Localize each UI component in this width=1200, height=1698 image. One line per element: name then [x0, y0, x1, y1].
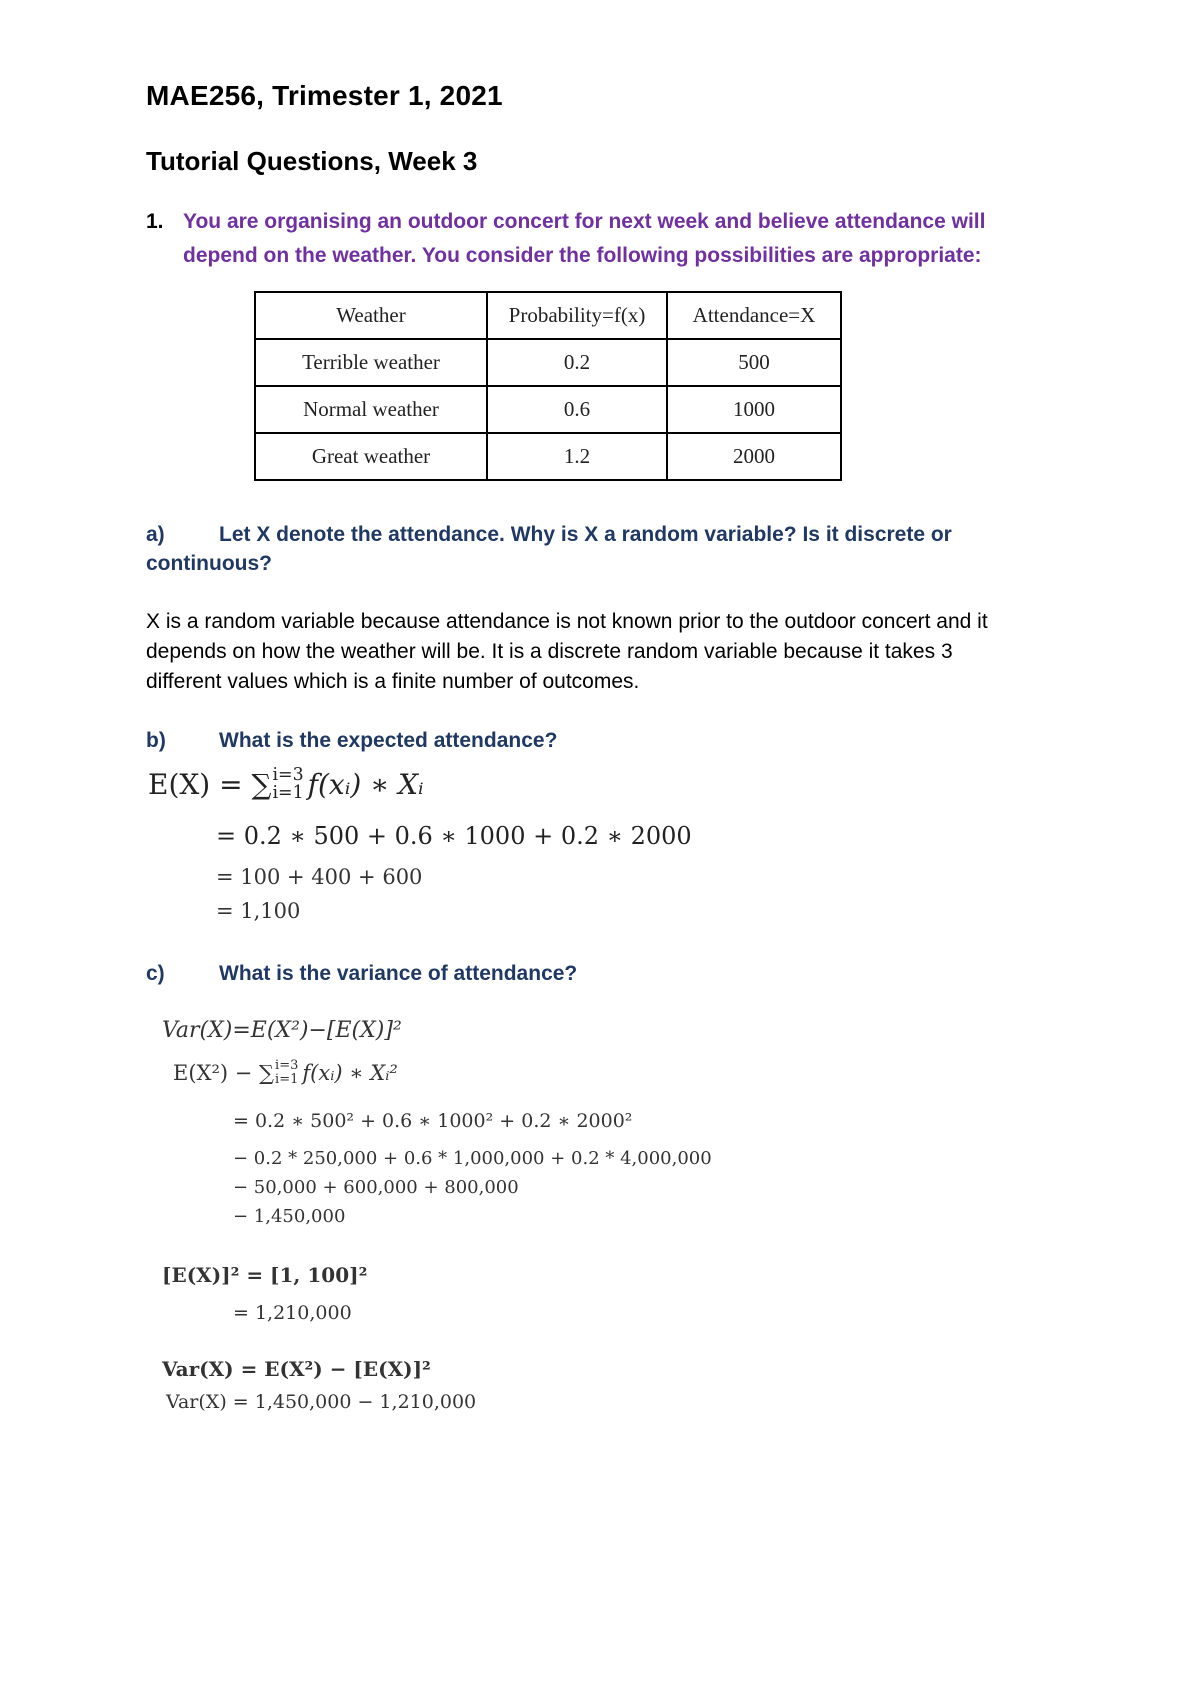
sum-upper-limit: i=3 — [275, 1058, 299, 1074]
expected-value-line4: = 1,100 — [216, 899, 301, 923]
table-header-row — [255, 292, 841, 339]
table-cell: Great weather — [255, 433, 487, 480]
expected-value-line3: = 100 + 400 + 600 — [216, 865, 423, 889]
table-cell: 0.2 — [487, 339, 667, 386]
variance-definition: Var(X)=E(X²)−[E(X)]² — [162, 1018, 402, 1043]
course-heading: MAE256, Trimester 1, 2021 — [146, 80, 503, 111]
part-a-answer-line3: different values which is a finite number of outcomes. — [146, 670, 640, 693]
table-cell: 1000 — [667, 386, 841, 433]
table-row — [255, 386, 841, 433]
table-header-cell: Attendance=X — [667, 292, 841, 339]
question-number: 1. — [146, 210, 164, 233]
weather-table — [254, 291, 842, 481]
second-moment-line4: − 1,450,000 — [233, 1206, 346, 1227]
second-moment-line3: − 50,000 + 600,000 + 800,000 — [233, 1177, 519, 1198]
expected-value-equation — [148, 765, 424, 804]
second-moment-line1: = 0.2 ∗ 500² + 0.6 ∗ 1000² + 0.2 ∗ 2000² — [233, 1110, 633, 1132]
eq-rhs: f(xᵢ) ∗ Xᵢ — [307, 768, 424, 801]
sum-lower-limit: i=1 — [272, 782, 304, 803]
page-title: Tutorial Questions, Week 3 — [146, 146, 478, 176]
table-header-cell: Weather — [255, 292, 487, 339]
table-row — [255, 433, 841, 480]
expected-value-line2: = 0.2 ∗ 500 + 0.6 ∗ 1000 + 0.2 ∗ 2000 — [216, 822, 692, 850]
part-a-answer-line2: depends on how the weather will be. It is a discrete random variable because it takes 3 — [146, 640, 953, 663]
second-moment-lhs: E(X²) − ∑ — [173, 1061, 275, 1085]
second-moment-equation — [173, 1058, 398, 1088]
part-a-answer-line1: X is a random variable because attendance is not known prior to the outdoor concert and it — [146, 610, 988, 633]
table-cell: Normal weather — [255, 386, 487, 433]
part-c-question: What is the variance of attendance? — [219, 962, 578, 985]
part-b-question: What is the expected attendance? — [219, 729, 558, 752]
question-prompt-line1: You are organising an outdoor concert for next week and believe attendance will — [183, 210, 986, 233]
sum-upper-limit: i=3 — [272, 765, 304, 786]
table-cell: 1.2 — [487, 433, 667, 480]
part-a-label: a) — [146, 523, 165, 546]
second-moment-rhs: f(xᵢ) ∗ Xᵢ² — [302, 1061, 398, 1085]
table-header-cell: Probability=f(x) — [487, 292, 667, 339]
question-prompt-line2: depend on the weather. You consider the following possibilities are appropriate: — [183, 244, 982, 267]
second-moment-line2: − 0.2 * 250,000 + 0.6 * 1,000,000 + 0.2 * 4,000,000 — [233, 1148, 712, 1169]
part-a-question-line2: continuous? — [146, 552, 272, 575]
table-cell: 2000 — [667, 433, 841, 480]
table-cell: Terrible weather — [255, 339, 487, 386]
table-cell: 500 — [667, 339, 841, 386]
squared-mean-line2: = 1,210,000 — [233, 1302, 352, 1324]
table-cell: 0.6 — [487, 386, 667, 433]
part-a-question-line1: Let X denote the attendance. Why is X a random variable? Is it discrete or — [219, 523, 952, 546]
squared-mean-line1: [E(X)]² = [1, 100]² — [162, 1263, 368, 1287]
variance-substitution: Var(X) = 1,450,000 − 1,210,000 — [166, 1391, 477, 1413]
variance-formula: Var(X) = E(X²) − [E(X)]² — [162, 1357, 431, 1381]
table-row — [255, 339, 841, 386]
part-c-label: c) — [146, 962, 165, 985]
eq-lhs: E(X) = ∑ — [148, 768, 272, 801]
part-b-label: b) — [146, 729, 166, 752]
sum-lower-limit: i=1 — [275, 1071, 299, 1087]
